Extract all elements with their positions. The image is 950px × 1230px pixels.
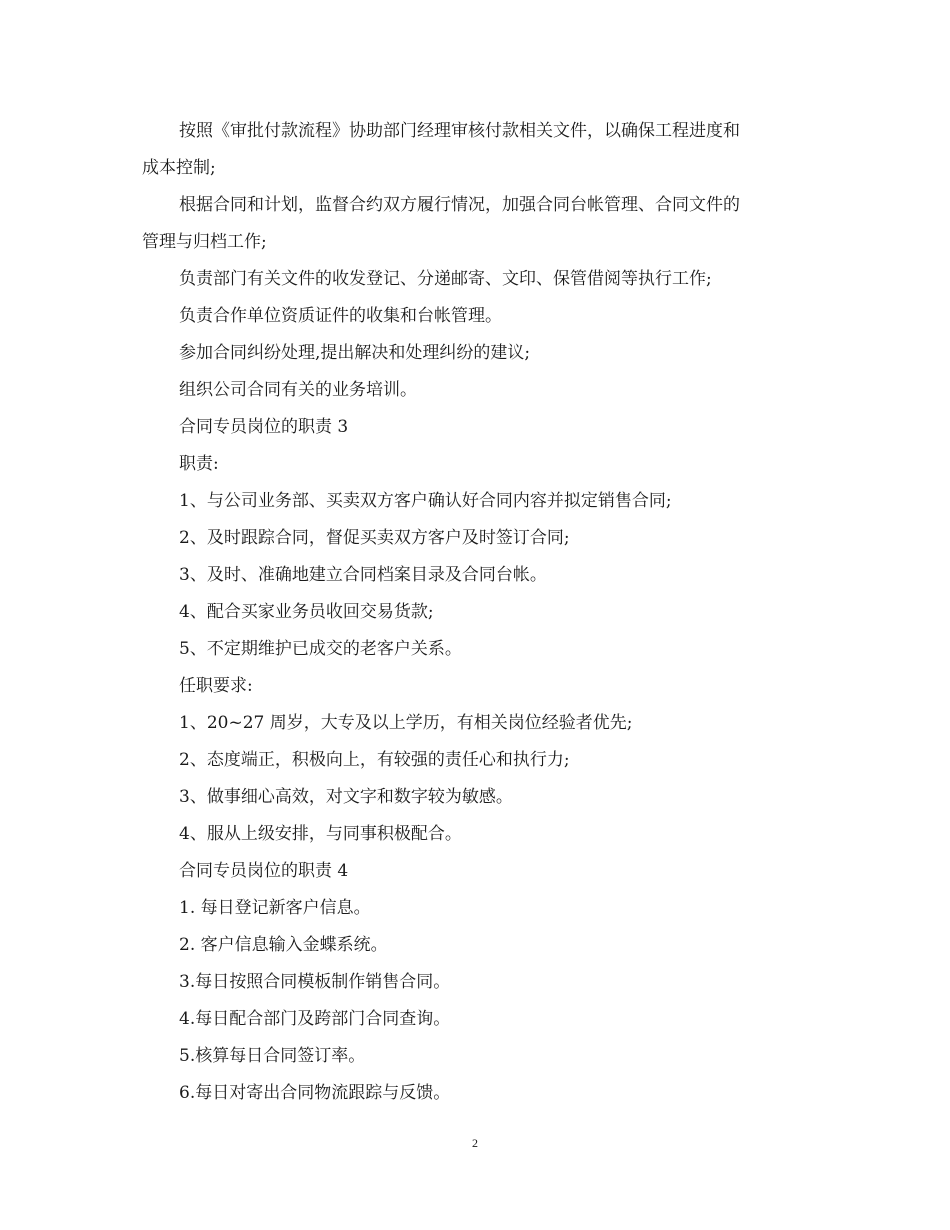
text-line: 组织公司合同有关的业务培训。 <box>179 380 417 400</box>
text-line: 成本控制; <box>142 158 216 178</box>
text-line: 参加合同纠纷处理,提出解决和处理纠纷的建议; <box>179 343 531 363</box>
text-line: 2、及时跟踪合同，督促买卖双方客户及时签订合同; <box>179 528 570 548</box>
text-line: 任职要求: <box>179 676 253 696</box>
text-line: 2、态度端正，积极向上，有较强的责任心和执行力; <box>179 750 570 770</box>
text-line: 3、做事细心高效，对文字和数字较为敏感。 <box>179 787 513 807</box>
text-line: 3.每日按照合同模板制作销售合同。 <box>179 972 451 992</box>
text-line: 管理与归档工作; <box>142 232 267 252</box>
text-line: 1. 每日登记新客户信息。 <box>179 898 371 918</box>
text-line: 职责: <box>179 454 219 474</box>
text-line: 合同专员岗位的职责 3 <box>179 417 349 437</box>
text-line: 根据合同和计划，监督合约双方履行情况，加强合同台帐管理、合同文件的 <box>179 195 740 215</box>
text-line: 负责合作单位资质证件的收集和台帐管理。 <box>179 306 502 326</box>
text-line: 4、服从上级安排，与同事积极配合。 <box>179 824 462 844</box>
text-line: 按照《审批付款流程》协助部门经理审核付款相关文件，以确保工程进度和 <box>179 121 740 141</box>
text-line: 合同专员岗位的职责 4 <box>179 861 349 881</box>
page-number: 2 <box>472 1136 478 1150</box>
text-line: 1、20~27 周岁，大专及以上学历，有相关岗位经验者优先; <box>179 713 633 733</box>
text-line: 5.核算每日合同签订率。 <box>179 1046 366 1066</box>
text-line: 4、配合买家业务员收回交易货款; <box>179 602 434 622</box>
text-line: 4.每日配合部门及跨部门合同查询。 <box>179 1009 451 1029</box>
text-line: 2. 客户信息输入金蝶系统。 <box>179 935 388 955</box>
text-line: 5、不定期维护已成交的老客户关系。 <box>179 639 462 659</box>
document-body <box>142 113 802 1112</box>
text-line: 负责部门有关文件的收发登记、分递邮寄、文印、保管借阅等执行工作; <box>179 269 712 289</box>
text-line: 3、及时、准确地建立合同档案目录及合同台帐。 <box>179 565 547 585</box>
text-line: 1、与公司业务部、买卖双方客户确认好合同内容并拟定销售合同; <box>179 491 672 511</box>
text-line: 6.每日对寄出合同物流跟踪与反馈。 <box>179 1083 451 1103</box>
